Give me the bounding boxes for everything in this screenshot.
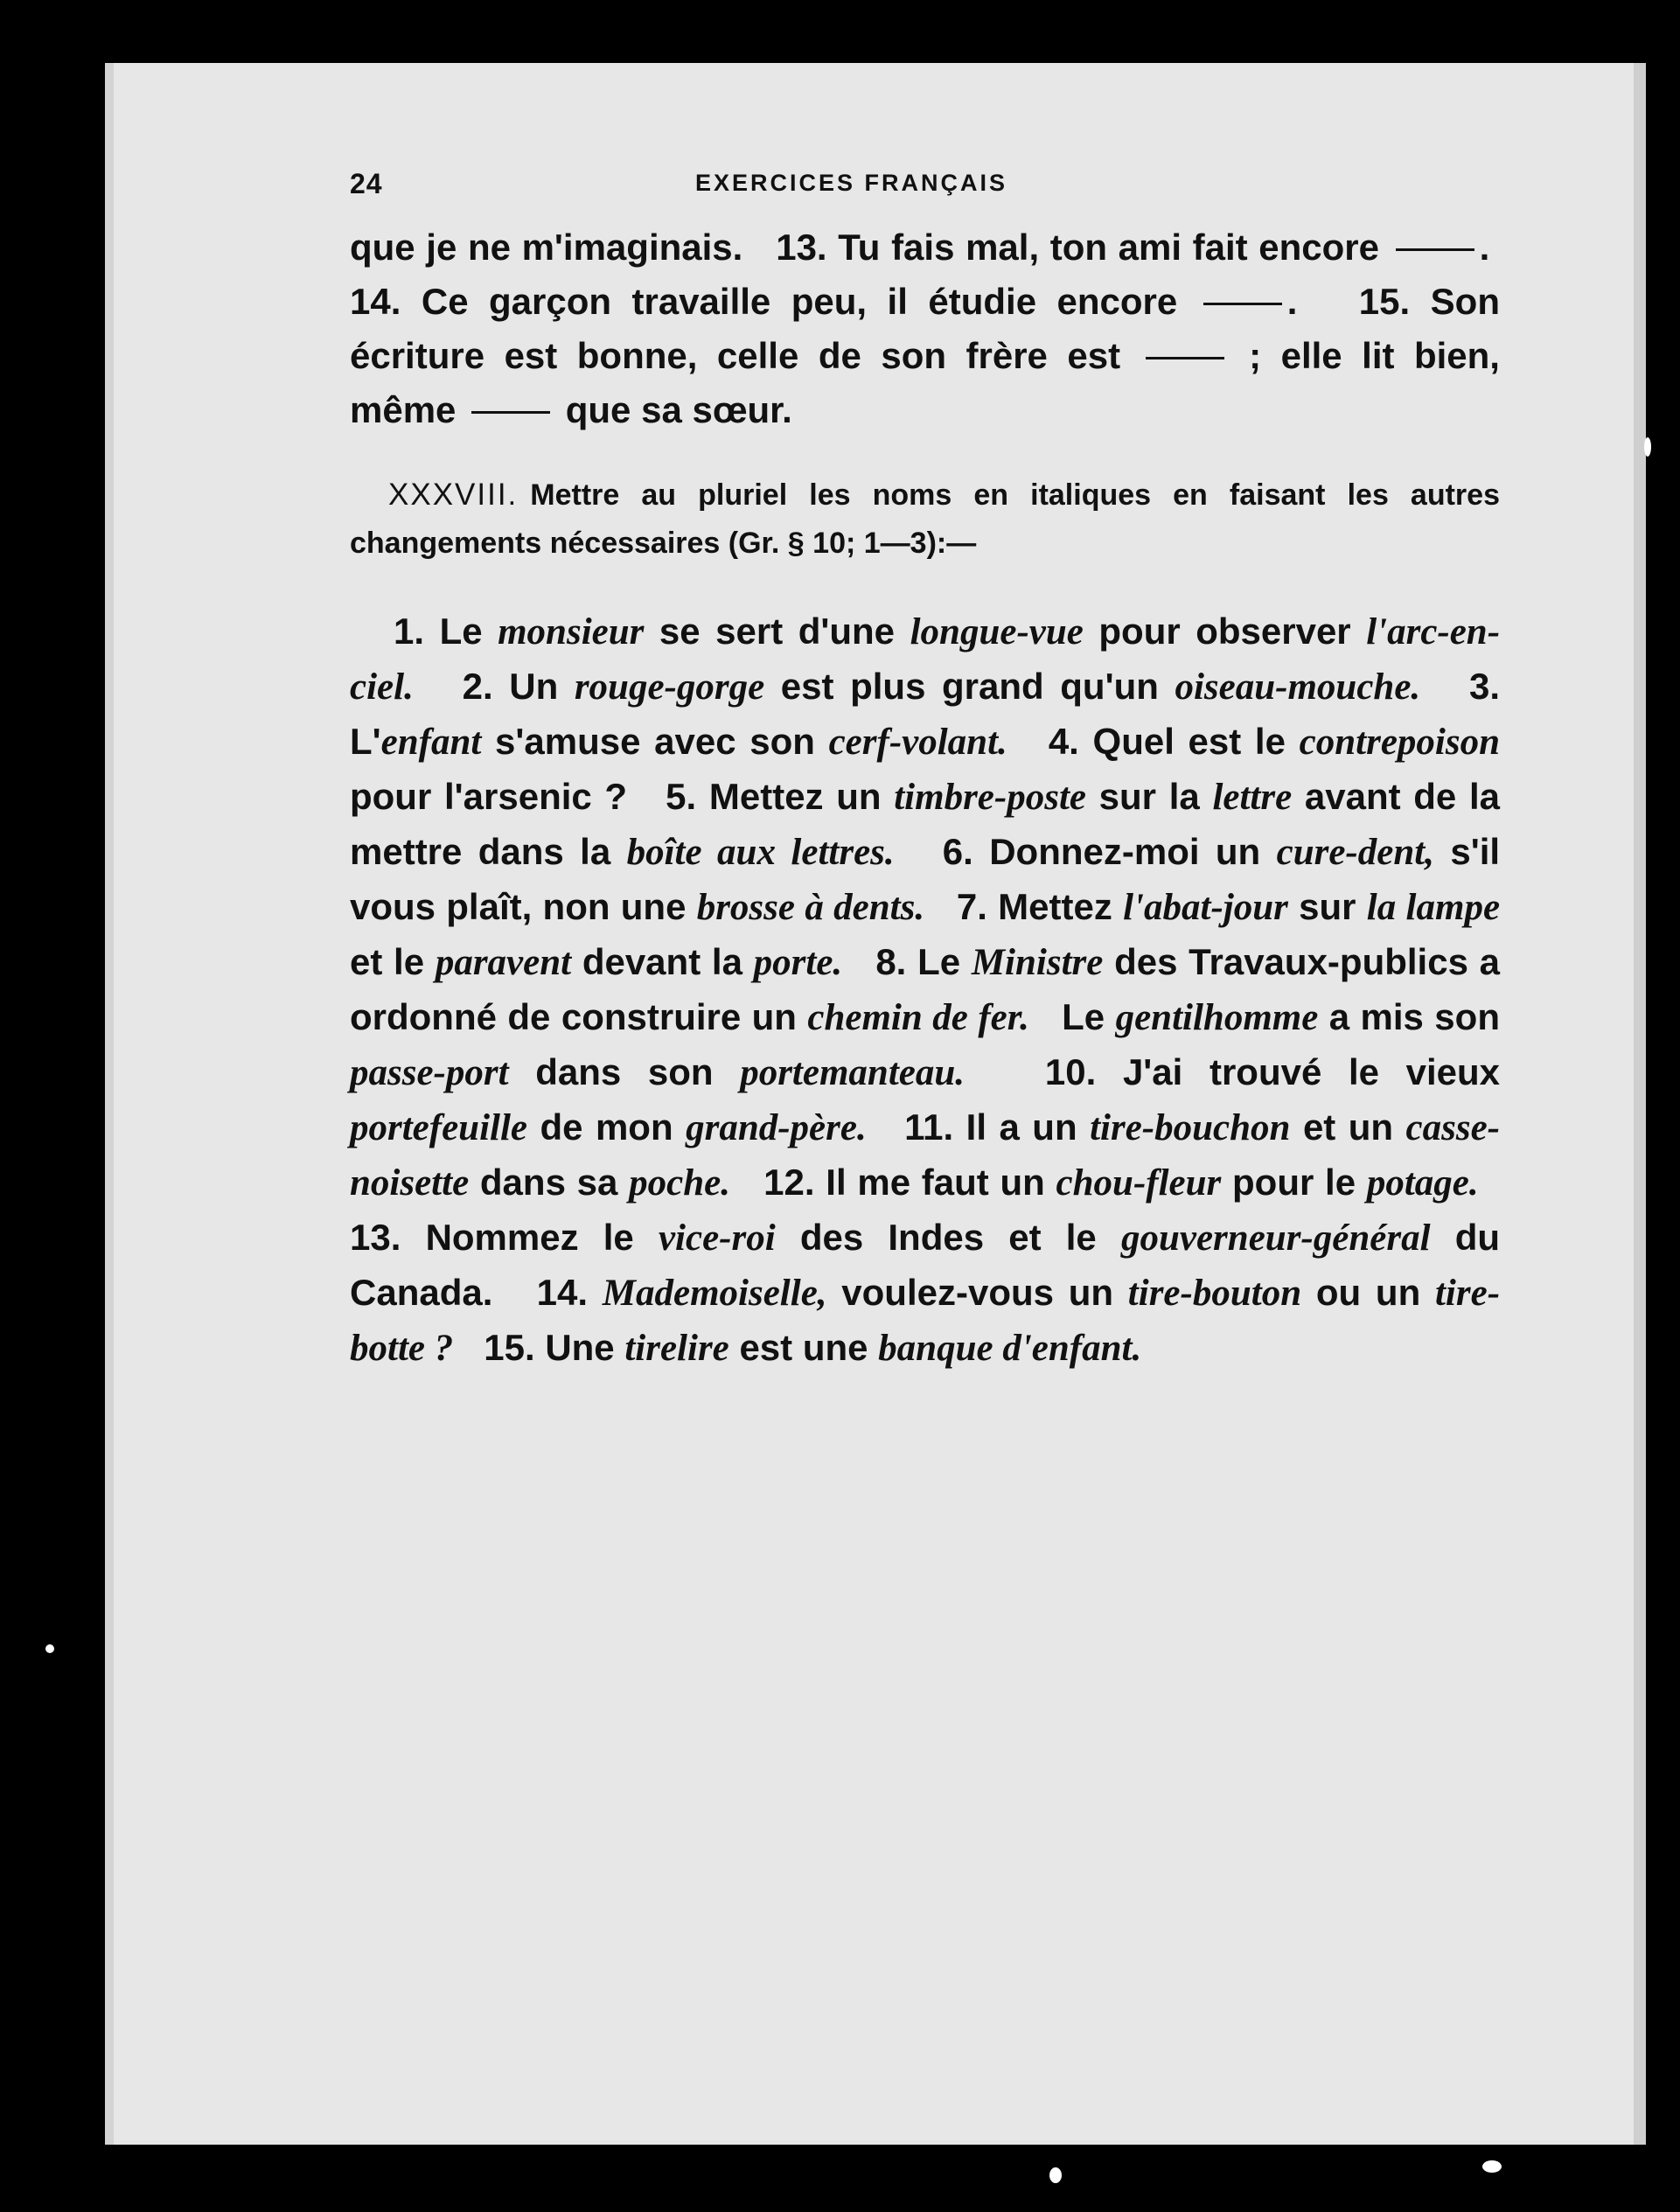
- italic-noun: tire-bouchon: [1090, 1107, 1291, 1148]
- italic-noun: contrepoison: [1299, 722, 1501, 763]
- text-segment: a mis son: [1328, 996, 1500, 1037]
- text-segment: pour l'arsenic ?: [350, 776, 628, 817]
- italic-noun: oiseau-mouche.: [1175, 666, 1421, 708]
- scan-speck: [1644, 437, 1651, 457]
- italic-noun: tirelire: [624, 1328, 729, 1369]
- italic-noun: chou-fleur: [1056, 1162, 1222, 1204]
- text-segment: Un: [509, 666, 559, 707]
- text-segment: L': [350, 721, 381, 762]
- italic-noun: la lampe: [1366, 887, 1501, 928]
- text-segment: 3.: [1468, 666, 1500, 707]
- text-segment: sur la: [1098, 776, 1200, 817]
- exercise-instruction: [350, 471, 1500, 568]
- italic-noun: gouverneur-général: [1120, 1218, 1431, 1259]
- text-segment: .: [1479, 227, 1490, 268]
- continuation-paragraph: [350, 220, 1500, 437]
- text-segment: 7.: [956, 886, 987, 927]
- text-segment: Tu fais mal, ton ami fait encore: [838, 227, 1380, 268]
- text-segment: que sa sœur.: [565, 389, 792, 430]
- italic-noun: casse-noisette: [350, 1107, 1500, 1204]
- text-segment: 13.: [350, 1217, 401, 1258]
- italic-noun: poche.: [629, 1162, 730, 1204]
- text-segment: se sert d'une: [659, 611, 896, 652]
- text-segment: Nommez le: [425, 1217, 634, 1258]
- instruction-text: Mettre au pluriel les noms en italiques en faisant les autres changements nécessaires (Gr. § 10; 1—3):—: [350, 478, 1500, 560]
- italic-noun: cure-dent,: [1276, 832, 1434, 873]
- text-segment: pour le: [1232, 1162, 1356, 1203]
- italic-noun: grand-père.: [686, 1107, 867, 1148]
- blank-line: [1146, 357, 1224, 359]
- text-segment: Il me faut un: [826, 1162, 1045, 1203]
- italic-noun: paravent: [435, 942, 572, 983]
- text-segment: devant la: [582, 941, 742, 982]
- text-segment: Le: [917, 941, 961, 982]
- text-segment: ou un: [1315, 1272, 1421, 1313]
- text-segment: Mettez: [998, 886, 1112, 927]
- italic-noun: gentilhomme: [1115, 997, 1319, 1038]
- text-segment: 14.: [350, 281, 401, 322]
- italic-noun: porte.: [753, 942, 843, 983]
- italic-noun: longue-vue: [910, 611, 1084, 652]
- text-segment: pour observer: [1098, 611, 1351, 652]
- italic-noun: l'arc-en-ciel.: [350, 611, 1501, 708]
- text-segment: Son écriture est bonne, celle de son frère est: [350, 281, 1500, 376]
- page-number: 24: [350, 168, 383, 199]
- text-segment: 15.: [1358, 281, 1411, 322]
- text-segment: 11.: [904, 1106, 954, 1148]
- text-segment: dans son: [535, 1051, 714, 1092]
- text-segment: et le: [350, 941, 425, 982]
- text-segment: 15.: [484, 1327, 535, 1368]
- italic-noun: lettre: [1212, 777, 1293, 818]
- text-segment: Quel est le: [1092, 721, 1286, 762]
- text-segment: que je ne m'imaginais.: [350, 227, 743, 268]
- text-segment: 5.: [666, 776, 697, 817]
- text-segment: s'amuse avec son: [495, 721, 815, 762]
- italic-noun: Mademoiselle,: [602, 1273, 827, 1314]
- blank-line: [471, 411, 550, 414]
- page-content: [350, 168, 1500, 1376]
- text-segment: avant de la mettre dans la: [350, 776, 1500, 872]
- text-segment: voulez-vous un: [841, 1272, 1114, 1313]
- text-segment: 4.: [1048, 721, 1079, 762]
- text-segment: 12.: [763, 1162, 815, 1203]
- text-segment: est une: [739, 1327, 868, 1368]
- text-segment: de mon: [540, 1106, 673, 1148]
- page-right-edge: [1634, 63, 1646, 2145]
- italic-noun: l'abat-jour: [1123, 887, 1288, 928]
- text-segment: des Indes et le: [799, 1217, 1097, 1258]
- italic-noun: vice-roi: [658, 1218, 776, 1259]
- exercise-paragraph: [350, 604, 1500, 1376]
- text-segment: du Canada.: [350, 1217, 1501, 1313]
- italic-noun: banque d'enfant.: [878, 1328, 1142, 1369]
- italic-noun: tire-bouton: [1127, 1273, 1302, 1314]
- italic-noun: tire-botte ?: [350, 1273, 1501, 1369]
- text-segment: 2.: [462, 666, 493, 707]
- text-segment: 14.: [536, 1272, 589, 1313]
- italic-noun: cerf-volant.: [828, 722, 1007, 763]
- scan-speck: [1049, 2167, 1062, 2183]
- blank-line: [1396, 248, 1474, 251]
- text-segment: J'ai trouvé le vieux: [1122, 1051, 1501, 1092]
- text-segment: est plus grand qu'un: [780, 666, 1159, 707]
- scan-speck: [1482, 2160, 1502, 2173]
- italic-noun: Ministre: [971, 942, 1104, 983]
- text-segment: Mettez un: [708, 776, 882, 817]
- text-segment: Le: [439, 611, 483, 652]
- running-title: EXERCICES FRANÇAIS: [695, 170, 1008, 196]
- scan-speck: [45, 1644, 54, 1653]
- italic-noun: boîte aux lettres.: [626, 832, 895, 873]
- exercise-numeral: XXXVIII.: [388, 478, 519, 512]
- text-segment: Le: [1062, 996, 1105, 1037]
- book-page: [105, 63, 1646, 2145]
- text-segment: dans sa: [479, 1162, 618, 1203]
- text-segment: sur: [1299, 886, 1356, 927]
- text-segment: des Travaux-publics a ordonné de construire un: [350, 941, 1501, 1037]
- text-segment: 1.: [394, 611, 425, 652]
- text-segment: Une: [545, 1327, 615, 1368]
- text-segment: 13.: [776, 227, 827, 268]
- text-segment: Ce garçon travaille peu, il étudie encore: [421, 281, 1178, 322]
- text-segment: 6.: [942, 831, 973, 872]
- running-header: [350, 168, 1500, 220]
- italic-noun: rouge-gorge: [574, 666, 765, 708]
- italic-noun: monsieur: [498, 611, 645, 652]
- text-segment: .: [1286, 281, 1298, 322]
- italic-noun: timbre-poste: [894, 777, 1086, 818]
- blank-line: [1203, 303, 1282, 305]
- italic-noun: potage.: [1366, 1162, 1479, 1204]
- text-segment: Donnez-moi un: [989, 831, 1261, 872]
- text-segment: s'il vous plaît, non une: [350, 831, 1501, 927]
- italic-noun: passe-port: [350, 1052, 509, 1093]
- text-segment: et un: [1302, 1106, 1394, 1148]
- text-segment: ; elle lit bien, même: [350, 335, 1500, 430]
- italic-noun: chemin de fer.: [807, 997, 1029, 1038]
- page-left-edge: [105, 63, 114, 2145]
- italic-noun: portefeuille: [350, 1107, 528, 1148]
- text-segment: 10.: [1044, 1051, 1097, 1092]
- text-segment: Il a un: [965, 1106, 1077, 1148]
- italic-noun: brosse à dents.: [696, 887, 925, 928]
- text-segment: 8.: [875, 941, 907, 982]
- italic-noun: enfant: [380, 722, 482, 763]
- italic-noun: portemanteau.: [740, 1052, 965, 1093]
